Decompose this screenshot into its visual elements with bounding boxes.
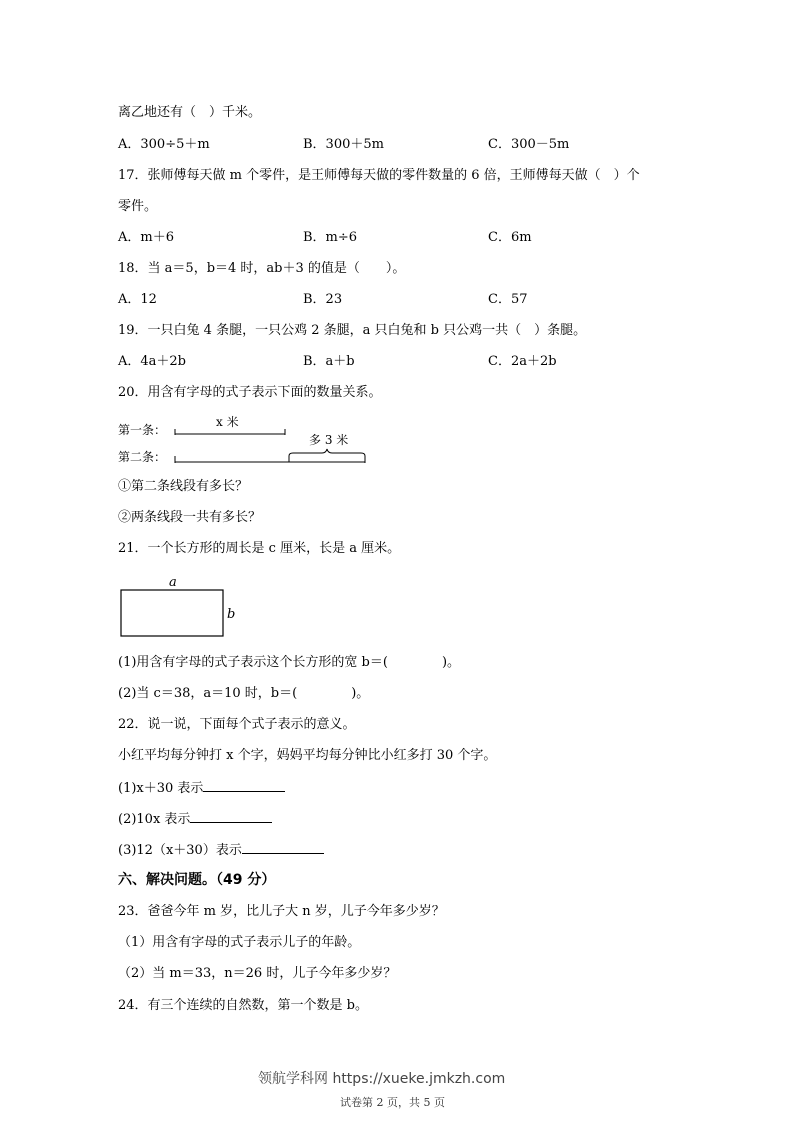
more-label: 多 3 米 xyxy=(309,433,349,447)
q21-sub1 xyxy=(118,655,460,671)
q23-text: 23．爸爸今年 m 岁，比儿子大 n 岁，儿子今年多少岁？ xyxy=(118,904,445,919)
q16-option-c: C．300－5m xyxy=(488,137,570,152)
q22-sub1-blank[interactable] xyxy=(203,779,285,792)
q17-option-b: B．m÷6 xyxy=(303,230,358,245)
q22-sub2 xyxy=(118,810,272,828)
x-label: x 米 xyxy=(216,415,239,429)
length-label: a xyxy=(169,575,177,590)
q20-sub1: ①第二条线段有多长？ xyxy=(118,479,249,494)
q21-sub2 xyxy=(118,686,369,702)
page-number: 试卷第 2 页，共 5 页 xyxy=(340,1096,445,1109)
q20-label-second: 第二条： xyxy=(118,450,167,464)
section6-title: 六、解决问题。（49 分） xyxy=(118,872,276,888)
q22-context: 小红平均每分钟打 x 个字，妈妈平均每分钟比小红多打 30 个字。 xyxy=(118,748,497,763)
q21-sub1-suffix: )。 xyxy=(441,655,461,670)
q22-sub2-blank[interactable] xyxy=(190,810,272,823)
q18-option-a: A．12 xyxy=(118,292,157,307)
q21-rectangle-figure xyxy=(118,572,243,642)
q17-text-line1: 17．张师傅每天做 m 个零件，是王师傅每天做的零件数量的 6 倍，王师傅每天做（ ）个 xyxy=(118,168,640,183)
q18-text: 18．当 a＝5，b＝4 时，ab＋3 的值是（ ）。 xyxy=(118,261,406,276)
q19-option-c: C．2a＋2b xyxy=(488,354,557,369)
q22-sub3 xyxy=(118,841,324,859)
q16-option-a: A．300÷5＋m xyxy=(118,137,210,152)
q22-sub3-blank[interactable] xyxy=(242,841,324,854)
width-label: b xyxy=(227,607,236,622)
q22-sub1 xyxy=(118,779,285,797)
q17-option-a: A．m＋6 xyxy=(118,230,174,245)
q24-text: 24．有三个连续的自然数，第一个数是 b。 xyxy=(118,998,368,1013)
q20-segment-figure xyxy=(170,408,380,468)
q21-sub2-prefix: (2)当 c＝38，a＝10 时，b＝( xyxy=(118,686,298,701)
q21-text: 21．一个长方形的周长是 c 厘米，长是 a 厘米。 xyxy=(118,541,401,556)
q19-option-a: A．4a＋2b xyxy=(118,354,187,369)
q22-sub2-label: (2)10x 表示 xyxy=(118,812,191,827)
q22-text: 22．说一说，下面每个式子表示的意义。 xyxy=(118,717,356,732)
q19-option-b: B．a＋b xyxy=(303,354,355,369)
q21-sub2-suffix: )。 xyxy=(351,686,370,701)
q21-sub1-prefix: (1)用含有字母的式子表示这个长方形的宽 b＝( xyxy=(118,655,388,670)
q18-option-c: C．57 xyxy=(488,292,528,307)
rectangle xyxy=(121,590,223,636)
q17-text-line2: 零件。 xyxy=(118,199,158,214)
q16-option-b: B．300＋5m xyxy=(303,137,384,152)
q18-option-b: B．23 xyxy=(303,292,343,307)
q19-text: 19．一只白兔 4 条腿，一只公鸡 2 条腿，a 只白兔和 b 只公鸡一共（ ）条腿。 xyxy=(118,323,587,338)
q22-sub3-label: (3)12（x＋30）表示 xyxy=(118,843,242,858)
q16-continuation: 离乙地还有（ ）千米。 xyxy=(118,105,262,120)
q17-option-c: C．6m xyxy=(488,230,532,245)
q20-sub2: ②两条线段一共有多长？ xyxy=(118,510,262,525)
q22-sub1-label: (1)x＋30 表示 xyxy=(118,781,204,796)
q23-sub1: （1）用含有字母的式子表示儿子的年龄。 xyxy=(118,935,361,950)
q20-text: 20．用含有字母的式子表示下面的数量关系。 xyxy=(118,385,382,400)
brace xyxy=(289,449,365,462)
watermark: 领航学科网 https://xueke.jmkzh.com xyxy=(258,1071,506,1087)
q20-label-first: 第一条： xyxy=(118,423,167,437)
q23-sub2: （2）当 m＝33，n＝26 时，儿子今年多少岁？ xyxy=(118,966,397,981)
